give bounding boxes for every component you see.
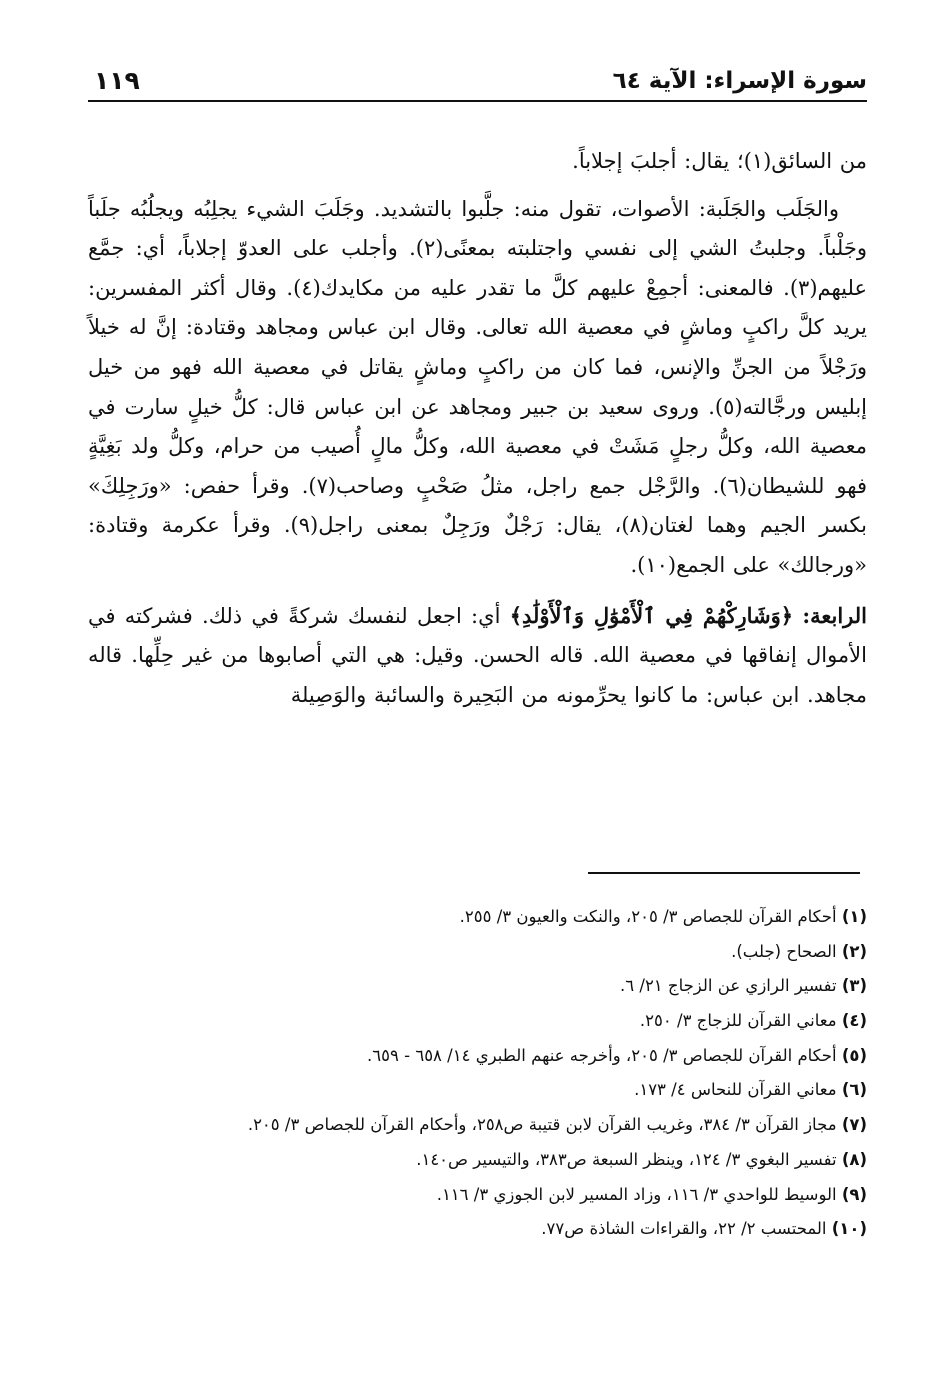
main-text (88, 142, 867, 715)
footnote-item (88, 1143, 867, 1178)
footnote-item (88, 1039, 867, 1074)
paragraph-jalab: والجَلَب والجَلَبة: الأصوات، تقول منه: جلَّبوا بالتشديد. وجَلَبَ الشيء يجلِبُه ويجلُبُه جلَباً وجَلْباً. وجلبتُ الشي إلى نفسي واجتلبته بمعنًى(٢). وأجلب على العدوّ إجلاباً، أي: جمَّع عليهم(٣). فالمعنى: أجمِعْ عليهم كلَّ ما تقدر عليه من مكايدك(٤). وقال أكثر المفسرين: يريد كلَّ راكبٍ وماشٍ في معصية الله تعالى. وقال ابن عباس ومجاهد وقتادة: إنَّ له خيلاً ورَجْلاً من الجنِّ والإنس، فما كان من راكبٍ وماشٍ يقاتل في معصية الله فهو من خيل إبليس ورجَّالته(٥). وروى سعيد بن جبير ومجاهد عن ابن عباس قال: كلُّ خيلٍ سارت في معصية الله، وكلُّ رجلٍ مَشَتْ في معصية الله، وكلُّ مالٍ أُصيب من حرام، وكلُّ ولد بَغِيَّةٍ فهو للشيطان(٦). والرَّجْل جمع راجل، مثلُ صَحْبٍ وصاحب(٧). وقرأ حفص: «ورَجِلِكَ» بكسر الجيم وهما لغتان(٨)، يقال: رَجْلٌ ورَجِلٌ بمعنى راجل(٩). وقرأ عكرمة وقتادة: «ورجالك» على الجمع(١٠). (88, 196, 868, 577)
footnote-item (88, 1212, 867, 1247)
footnote-number: (٧) (841, 1115, 867, 1135)
paragraph-continuation: من السائق(١)؛ يقال: أجلبَ إجلاباً. (572, 149, 867, 173)
footnote-number: (٨) (841, 1149, 867, 1169)
footnote-number: (٢) (841, 941, 867, 961)
footnote-item (88, 900, 867, 935)
footnote-text: الصحاح (جلب). (731, 941, 837, 961)
section-label: الرابعة: (802, 602, 867, 628)
footnote-item (88, 1108, 867, 1143)
footnote-number: (٥) (841, 1045, 867, 1065)
page-number: ١١٩ (94, 66, 140, 95)
footnote-number: (٩) (841, 1184, 867, 1204)
footnote-number: (١٠) (831, 1219, 867, 1239)
running-title: سورة الإسراء: الآية ٦٤ (612, 68, 867, 94)
footnote-item (88, 1004, 867, 1039)
footnote-text: أحكام القرآن للجصاص ٣/ ٢٠٥، وأخرجه عنهم الطبري ١٤/ ٦٥٨ - ٦٥٩. (367, 1045, 837, 1065)
footnote-text: تفسير الرازي عن الزجاج ٢١/ ٦. (620, 976, 837, 996)
footnote-item (88, 1073, 867, 1108)
quran-verse: ﴿وَشَارِكْهُمْ فِي ٱلْأَمْوَٰلِ وَٱلْأَوْلَٰدِ﴾ (509, 602, 794, 628)
footnotes (88, 900, 867, 1247)
footnote-text: معاني القرآن للزجاج ٣/ ٢٥٠. (639, 1011, 837, 1031)
footnote-item (88, 1178, 867, 1213)
footnote-number: (١) (841, 907, 867, 926)
footnote-text: مجاز القرآن ٣/ ٣٨٤، وغريب القرآن لابن قتيبة ص٢٥٨، وأحكام القرآن للجصاص ٣/ ٢٠٥. (247, 1115, 837, 1135)
page-header (88, 62, 867, 102)
footnote-item (88, 969, 867, 1004)
paragraph-rabia (88, 596, 867, 716)
footnote-separator (588, 872, 860, 874)
footnote-text: أحكام القرآن للجصاص ٣/ ٢٠٥، والنكت والعيون ٣/ ٢٥٥. (459, 907, 837, 926)
paragraph-rabia-text: أي: اجعل لنفسك شركةً في ذلك. فشركته في الأموال إنفاقها في معصية الله. قاله الحسن. وقيل: هي التي أصابوها من غير حِلِّها. قاله مجاهد. ابن عباس: ما كانوا يحرِّمونه من البَحِيرة والسائبة والوَصِيلة (88, 603, 867, 707)
footnote-text: تفسير البغوي ٣/ ١٢٤، وينظر السبعة ص٣٨٣، والتيسير ص١٤٠. (416, 1149, 837, 1169)
footnote-text: معاني القرآن للنحاس ٤/ ١٧٣. (634, 1080, 837, 1100)
footnote-number: (٤) (841, 1011, 867, 1031)
footnote-number: (٣) (841, 976, 867, 996)
footnote-number: (٦) (841, 1080, 867, 1100)
footnote-text: الوسيط للواحدي ٣/ ١١٦، وزاد المسير لابن الجوزي ٣/ ١١٦. (436, 1184, 837, 1204)
footnote-text: المحتسب ٢/ ٢٢، والقراءات الشاذة ص٧٧. (541, 1219, 827, 1239)
footnote-item (88, 935, 867, 970)
